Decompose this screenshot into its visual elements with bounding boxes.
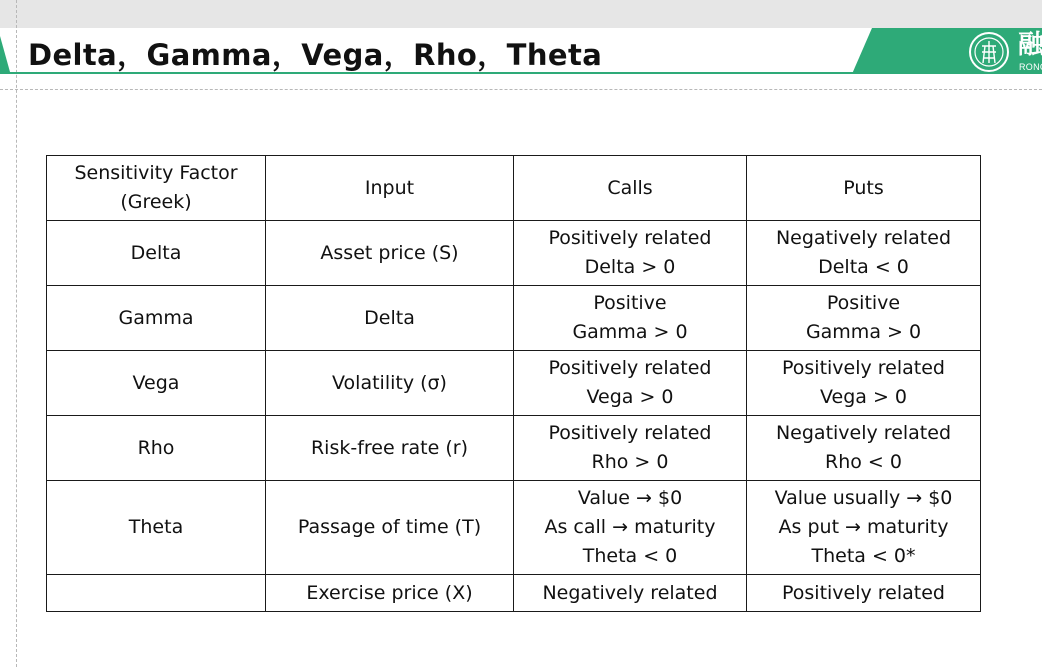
cell-greek: Theta bbox=[47, 481, 266, 575]
logo-character: 融 bbox=[1018, 30, 1045, 60]
cell-input: Passage of time (T) bbox=[266, 481, 514, 575]
table-row-exercise-price bbox=[47, 575, 981, 612]
cell-greek: Vega bbox=[47, 351, 266, 416]
table-row-rho bbox=[47, 416, 981, 481]
left-guide-line bbox=[16, 0, 17, 667]
header-puts: Puts bbox=[747, 156, 981, 221]
cell-puts: Negatively related Delta < 0 bbox=[747, 221, 981, 286]
cell-puts: Negatively related Rho < 0 bbox=[747, 416, 981, 481]
cell-greek: Gamma bbox=[47, 286, 266, 351]
seal-logo-icon bbox=[968, 31, 1010, 73]
cell-calls: Value → $0 As call → maturity Theta < 0 bbox=[514, 481, 747, 575]
cell-input: Delta bbox=[266, 286, 514, 351]
slide-title: Delta，Gamma，Vega，Rho，Theta bbox=[28, 38, 603, 72]
cell-puts: Positively related Vega > 0 bbox=[747, 351, 981, 416]
cell-input: Exercise price (X) bbox=[266, 575, 514, 612]
table-header-row bbox=[47, 156, 981, 221]
logo-band bbox=[852, 28, 1045, 74]
header-guide-line bbox=[0, 89, 1042, 90]
cell-puts: Positive Gamma > 0 bbox=[747, 286, 981, 351]
table-row-vega bbox=[47, 351, 981, 416]
cell-input: Risk-free rate (r) bbox=[266, 416, 514, 481]
top-strip bbox=[0, 0, 1042, 28]
cell-input: Asset price (S) bbox=[266, 221, 514, 286]
header-greek: Sensitivity Factor (Greek) bbox=[47, 156, 266, 221]
table-row-theta bbox=[47, 481, 981, 575]
table-row-delta bbox=[47, 221, 981, 286]
cell-calls: Positively related Rho > 0 bbox=[514, 416, 747, 481]
cell-calls: Positively related Vega > 0 bbox=[514, 351, 747, 416]
cell-greek bbox=[47, 575, 266, 612]
header-input: Input bbox=[266, 156, 514, 221]
cell-calls: Negatively related bbox=[514, 575, 747, 612]
cell-greek: Rho bbox=[47, 416, 266, 481]
logo-subtext: RONG bbox=[1019, 62, 1047, 72]
cell-calls: Positively related Delta > 0 bbox=[514, 221, 747, 286]
title-accent-left bbox=[0, 36, 10, 72]
header-calls: Calls bbox=[514, 156, 747, 221]
cell-calls: Positive Gamma > 0 bbox=[514, 286, 747, 351]
cell-greek: Delta bbox=[47, 221, 266, 286]
greeks-table bbox=[46, 155, 981, 612]
cell-puts: Positively related bbox=[747, 575, 981, 612]
cell-puts: Value usually → $0 As put → maturity Theta < 0* bbox=[747, 481, 981, 575]
table-row-gamma bbox=[47, 286, 981, 351]
cell-input: Volatility (σ) bbox=[266, 351, 514, 416]
